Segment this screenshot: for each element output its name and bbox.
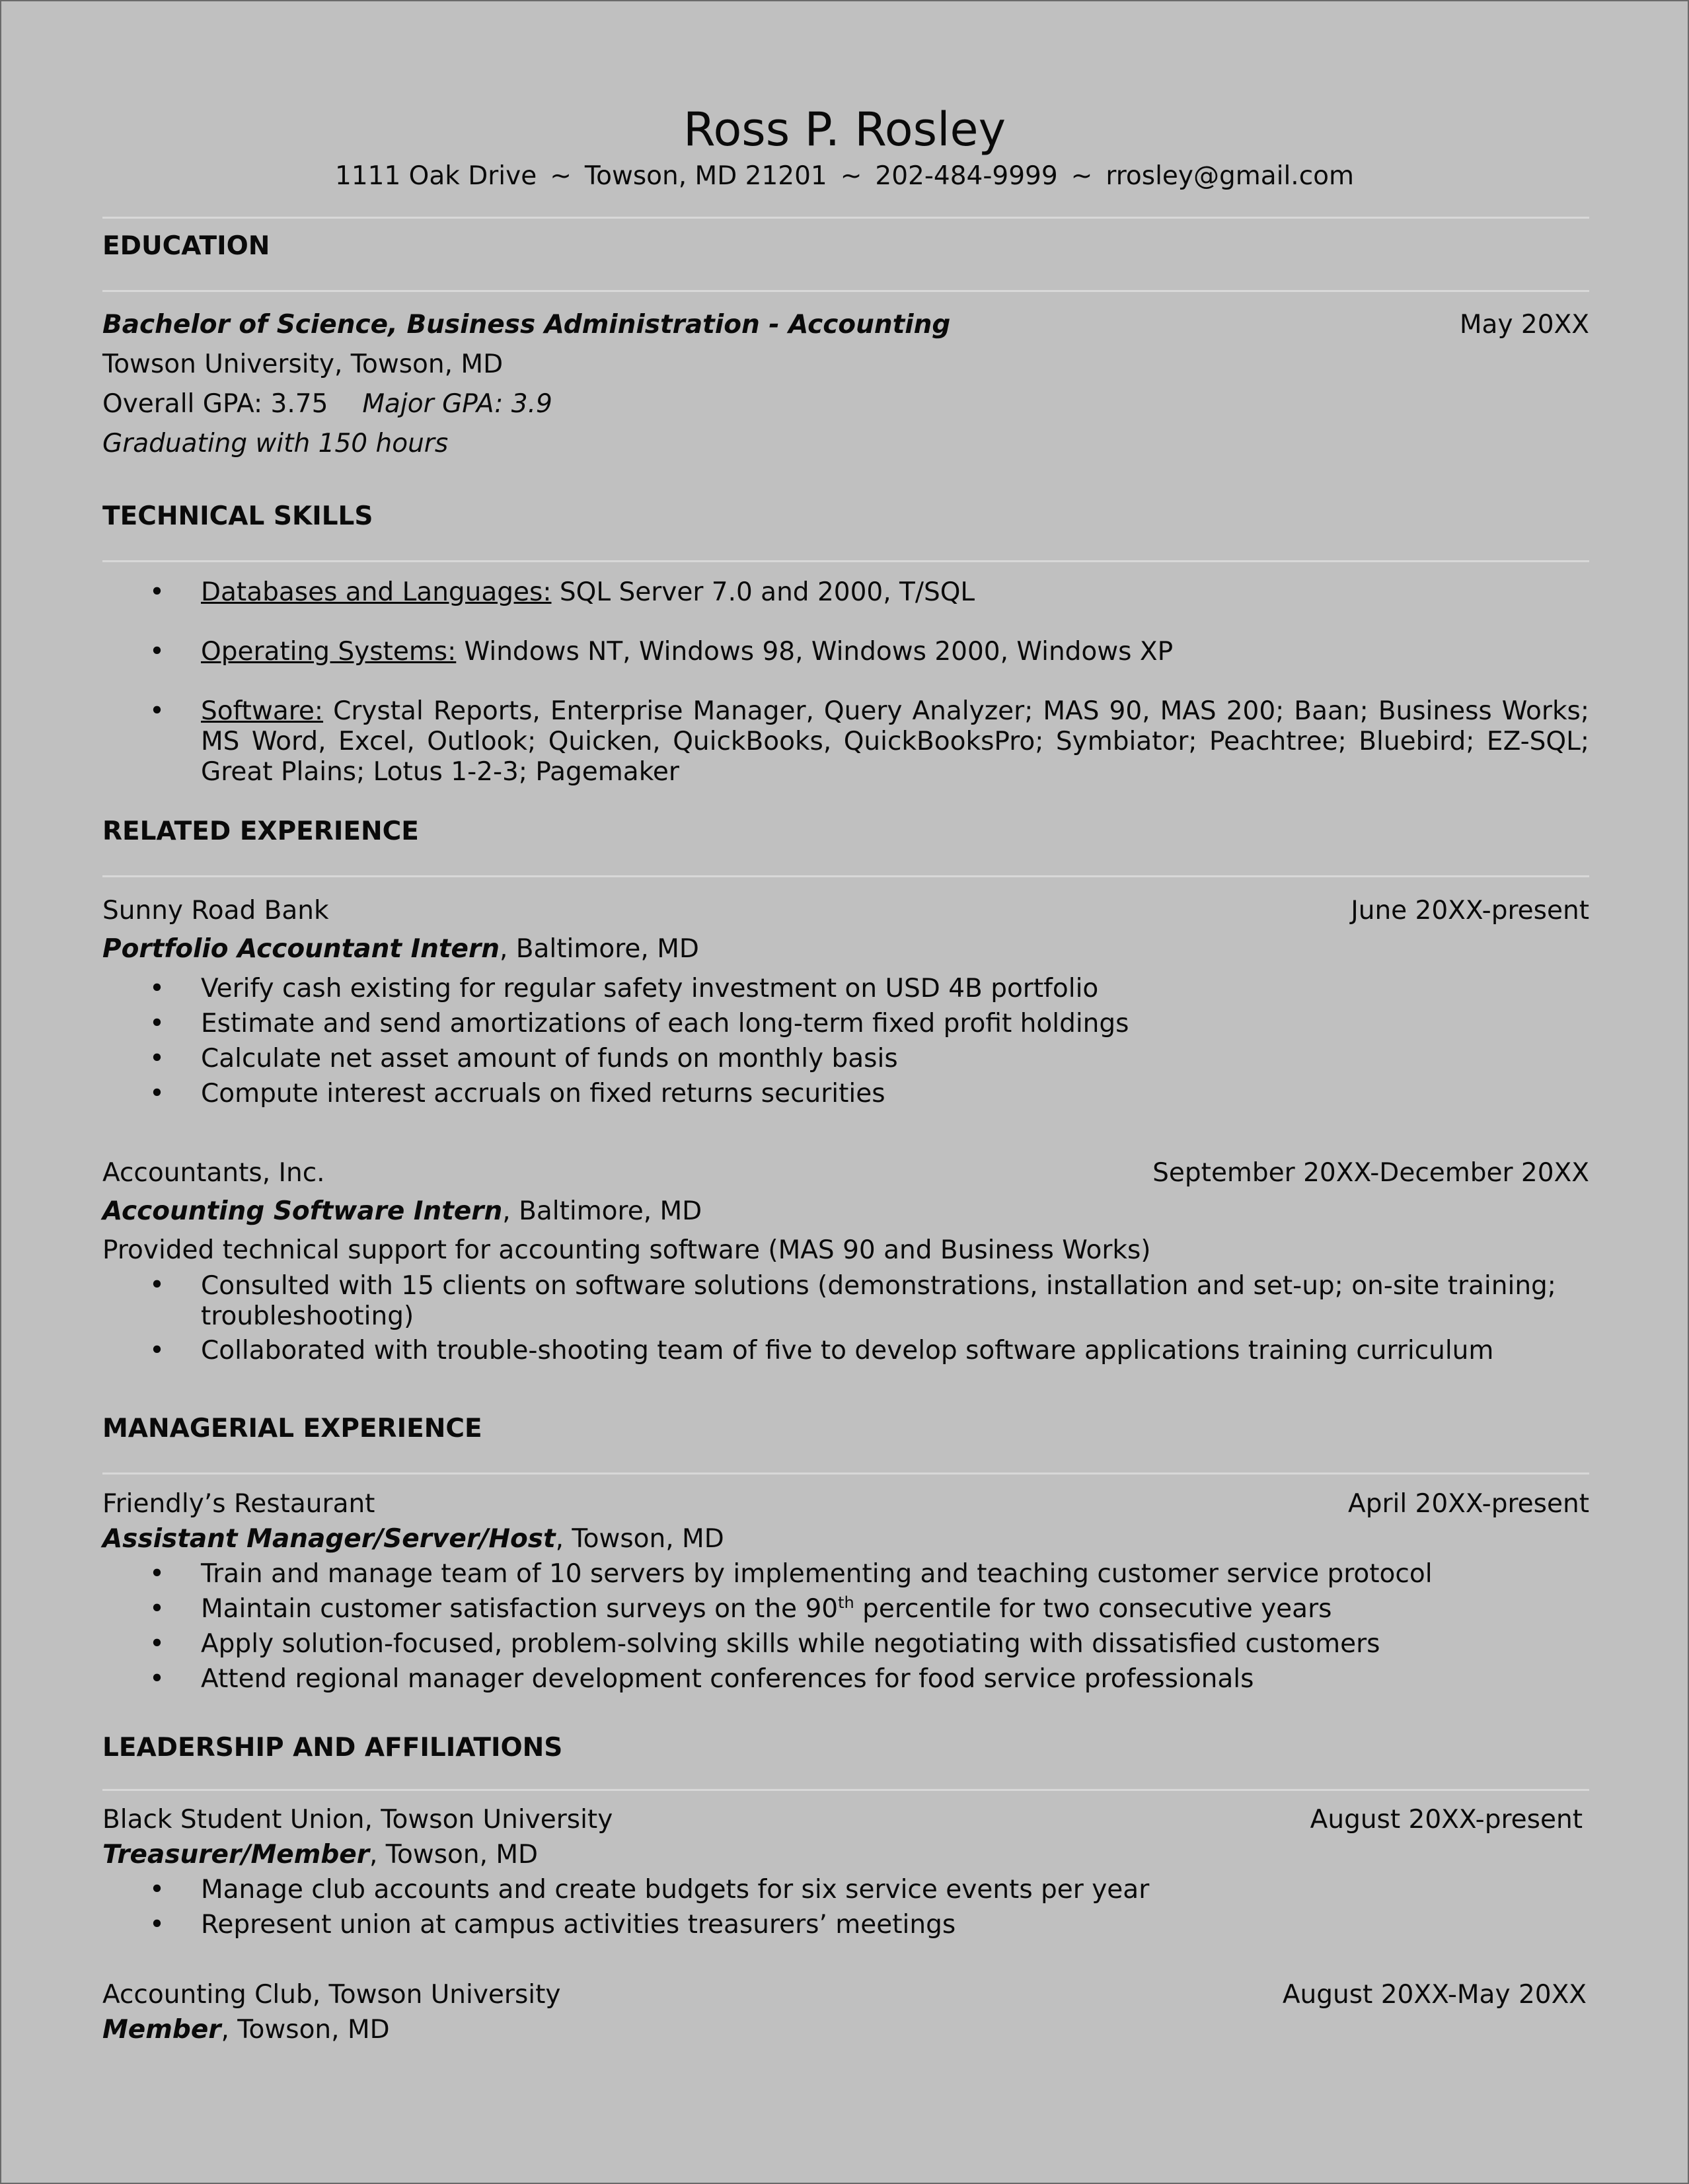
list-item: Attend regional manager development conferences for food service professionals: [201, 1664, 1254, 1694]
list-item: Calculate net asset amount of funds on monthly basis: [201, 1044, 898, 1074]
job-title-line: [102, 933, 699, 966]
bullet: •: [149, 577, 165, 607]
bullet: •: [149, 1044, 165, 1074]
skill-item: [201, 696, 1589, 787]
bullet: •: [149, 974, 165, 1003]
degree: Bachelor of Science, Business Administration - Accounting: [102, 310, 951, 340]
divider: [102, 875, 1589, 877]
list-item: Represent union at campus activities treasurers’ meetings: [201, 1910, 956, 1940]
bullet: •: [149, 1875, 165, 1905]
list-item: Estimate and send amortizations of each long-term fixed profit holdings: [201, 1009, 1129, 1038]
job-date: September 20XX-December 20XX: [1152, 1158, 1589, 1188]
job-date: August 20XX-May 20XX: [1282, 1980, 1587, 2010]
job-title-line: [102, 1838, 538, 1872]
job-title: Portfolio Accountant Intern: [102, 934, 500, 964]
skill-item: [201, 636, 1173, 669]
divider: [102, 560, 1589, 562]
skills-heading: TECHNICAL SKILLS: [102, 501, 373, 531]
related-heading: RELATED EXPERIENCE: [102, 817, 419, 846]
bullet: •: [149, 696, 165, 726]
org: Friendly’s Restaurant: [102, 1489, 375, 1519]
address: 1111 Oak Drive: [335, 161, 537, 191]
job-title: Accounting Software Intern: [102, 1196, 503, 1226]
skill-text: Windows NT, Windows 98, Windows 2000, Windows XP: [456, 637, 1174, 667]
skill-text: Crystal Reports, Enterprise Manager, Query Analyzer; MAS 90, MAS 200; Baan; Business Works; MS Word, Excel, Outlook; Quicken, QuickBooks, QuickBooksPro; Symbiator; Peachtree; Bluebird; EZ-SQL; Great Plains; Lotus 1-2-3; Pagemaker: [201, 696, 1589, 787]
job-location: , Baltimore, MD: [499, 934, 699, 964]
separator: ~: [1070, 161, 1093, 191]
list-item-text: percentile for two consecutive years: [854, 1594, 1332, 1624]
org: Accountants, Inc.: [102, 1158, 325, 1188]
org: Black Student Union, Towson University: [102, 1805, 613, 1835]
superscript: th: [838, 1593, 854, 1612]
bullet: •: [149, 1629, 165, 1659]
school: Towson University, Towson, MD: [102, 349, 504, 379]
separator: ~: [550, 161, 572, 191]
job-date: June 20XX-present: [1351, 896, 1589, 926]
org: Sunny Road Bank: [102, 896, 329, 926]
list-item: Consulted with 15 clients on software solutions (demonstrations, installation and set-up; on-site training; troubleshooting): [201, 1271, 1556, 1331]
phone: 202-484-9999: [875, 161, 1058, 191]
bullet: •: [149, 1009, 165, 1038]
job-location: , Baltimore, MD: [502, 1196, 702, 1226]
city: Towson, MD 21201: [584, 161, 827, 191]
divider: [102, 1789, 1589, 1791]
bullet: •: [149, 1270, 165, 1300]
job-title-line: [102, 1523, 724, 1556]
job-summary: Provided technical support for accounting software (MAS 90 and Business Works): [102, 1235, 1151, 1265]
skill-label: Databases and Languages:: [201, 577, 552, 607]
hours: Graduating with 150 hours: [102, 429, 449, 458]
skill-item: [201, 576, 975, 609]
job-title: Assistant Manager/Server/Host: [102, 1524, 556, 1554]
overall-gpa: Overall GPA: 3.75: [102, 389, 328, 419]
job-title-line: [102, 1195, 702, 1228]
gpa-line: [102, 388, 552, 421]
divider: [102, 290, 1589, 292]
contact-line: [1, 160, 1688, 193]
list-item: Apply solution-focused, problem-solving skills while negotiating with dissatisfied customers: [201, 1629, 1380, 1659]
resume-name: Ross P. Rosley: [683, 102, 1006, 157]
bullet: •: [149, 1664, 165, 1694]
org: Accounting Club, Towson University: [102, 1980, 561, 2010]
job-date: August 20XX-present: [1310, 1805, 1583, 1835]
job-title: Treasurer/Member: [102, 1840, 369, 1870]
managerial-heading: MANAGERIAL EXPERIENCE: [102, 1414, 482, 1443]
job-title-line: [102, 2014, 390, 2047]
divider: [102, 217, 1589, 219]
bullet: •: [149, 1336, 165, 1365]
bullet: •: [149, 1079, 165, 1109]
degree-date: May 20XX: [1459, 310, 1589, 340]
list-item: Manage club accounts and create budgets for six service events per year: [201, 1875, 1150, 1905]
skill-text: SQL Server 7.0 and 2000, T/SQL: [551, 577, 975, 607]
leadership-heading: LEADERSHIP AND AFFILIATIONS: [102, 1733, 563, 1763]
list-item-text: Maintain customer satisfaction surveys on the 90: [201, 1594, 839, 1624]
skill-label: Software:: [201, 696, 324, 726]
education-heading: EDUCATION: [102, 231, 270, 261]
job-location: , Towson, MD: [221, 2015, 390, 2045]
job-title: Member: [102, 2015, 221, 2045]
bullet: •: [149, 637, 165, 667]
job-location: , Towson, MD: [369, 1840, 539, 1870]
bullet: •: [149, 1559, 165, 1589]
list-item: Collaborated with trouble-shooting team of five to develop software applications training curriculum: [201, 1336, 1494, 1365]
separator: ~: [840, 161, 862, 191]
job-date: April 20XX-present: [1348, 1489, 1589, 1519]
bullet: •: [149, 1594, 165, 1624]
major-gpa: Major GPA: 3.9: [362, 389, 552, 419]
bullet: •: [149, 1910, 165, 1940]
job-location: , Towson, MD: [555, 1524, 724, 1554]
list-item: Verify cash existing for regular safety investment on USD 4B portfolio: [201, 974, 1099, 1003]
list-item: Compute interest accruals on fixed returns securities: [201, 1079, 885, 1109]
list-item: Train and manage team of 10 servers by implementing and teaching customer service protocol: [201, 1559, 1433, 1589]
list-item: [201, 1593, 1332, 1626]
skill-label: Operating Systems:: [201, 637, 457, 667]
divider: [102, 1473, 1589, 1474]
email: rrosley@gmail.com: [1106, 161, 1354, 191]
